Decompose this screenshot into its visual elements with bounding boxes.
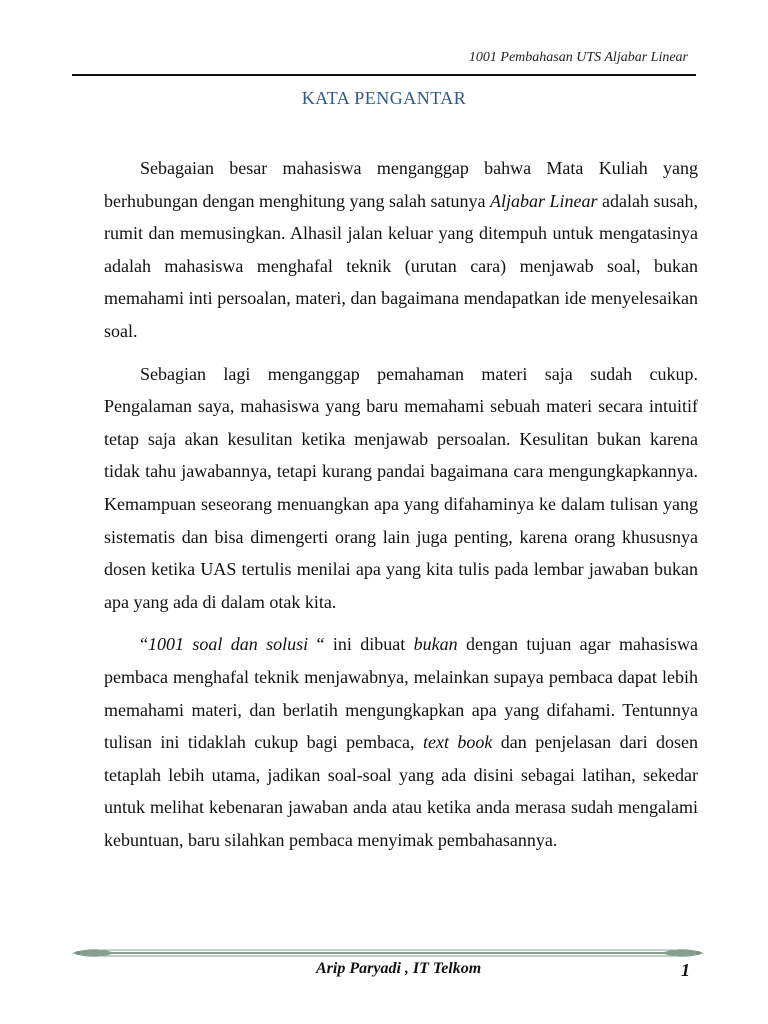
paragraph-3-text-g: dan penjelasan dari dosen tetaplah lebih utama, jadikan soal-soal yang ada disini sebagai latihan, sekedar untuk melihat kebenaran jawaban anda atau ketika anda merasa sudah mengalami kebuntuan, baru silahkan pembaca menyimak pembahasannya. [104, 732, 698, 850]
page-number: 1 [681, 960, 690, 980]
paragraph-3-open-quote: “ [140, 634, 148, 655]
page-title: KATA PENGANTAR [301, 88, 467, 108]
paragraph-3-text-c: “ ini dibuat [308, 634, 414, 655]
footer-author: Arip Paryadi , IT Telkom [316, 960, 482, 977]
paragraph-3-emphasis-bukan: bukan [413, 634, 458, 655]
running-header: 1001 Pembahasan UTS Aljabar Linear [468, 50, 688, 65]
paragraph-1 [104, 152, 698, 348]
paragraph-3-emphasis-title: 1001 soal dan solusi [148, 634, 309, 655]
paragraph-3-emphasis-textbook: text book [422, 732, 493, 753]
paragraph-1-text-c: adalah susah, rumit dan memusingkan. Alhasil jalan keluar yang ditempuh untuk mengatasinya adalah mahasiswa menghafal teknik (urutan cara) menjawab soal, bukan memahami inti persoalan, materi, dan bagaimana mendapatkan ide menyelesaikan soal. [104, 190, 699, 341]
paragraph-2 [104, 358, 698, 619]
footer-ornament [72, 946, 704, 960]
paragraph-1-text-a: Sebagaian besar mahasiswa menganggap bahwa Mata Kuliah yang berhubungan dengan menghitung yang salah satunya [104, 158, 698, 211]
paragraph-1-emphasis: Aljabar Linear [489, 190, 598, 211]
paragraph-2-text: Sebagian lagi menganggap pemahaman materi saja sudah cukup. Pengalaman saya, mahasiswa yang baru memahami sebuah materi secara intuitif tetap saja akan kesulitan ketika menjawab persoalan. Kesulitan bukan karena tidak tahu jawabannya, tetapi kurang pandai bagaimana cara mengungkapkannya. Kemampuan seseorang menuangkan apa yang difahaminya ke dalam tulisan yang sistematis dan bisa dimengerti orang lain juga penting, karena orang khususnya dosen ketika UAS tertulis menilai apa yang kita tulis pada lembar jawaban bukan apa yang ada di dalam otak kita. [104, 363, 698, 612]
paragraph-3 [104, 628, 698, 856]
body-text [104, 152, 698, 866]
header-rule [72, 74, 696, 76]
paragraph-3-text-e: dengan tujuan agar mahasiswa pembaca menghafal teknik menjawabnya, melainkan supaya pembaca dapat lebih memahami materi, dan berlatih mengungkapkan apa yang difahami. Tentunnya tulisan ini tidaklah cukup bagi pembaca, [104, 634, 699, 753]
